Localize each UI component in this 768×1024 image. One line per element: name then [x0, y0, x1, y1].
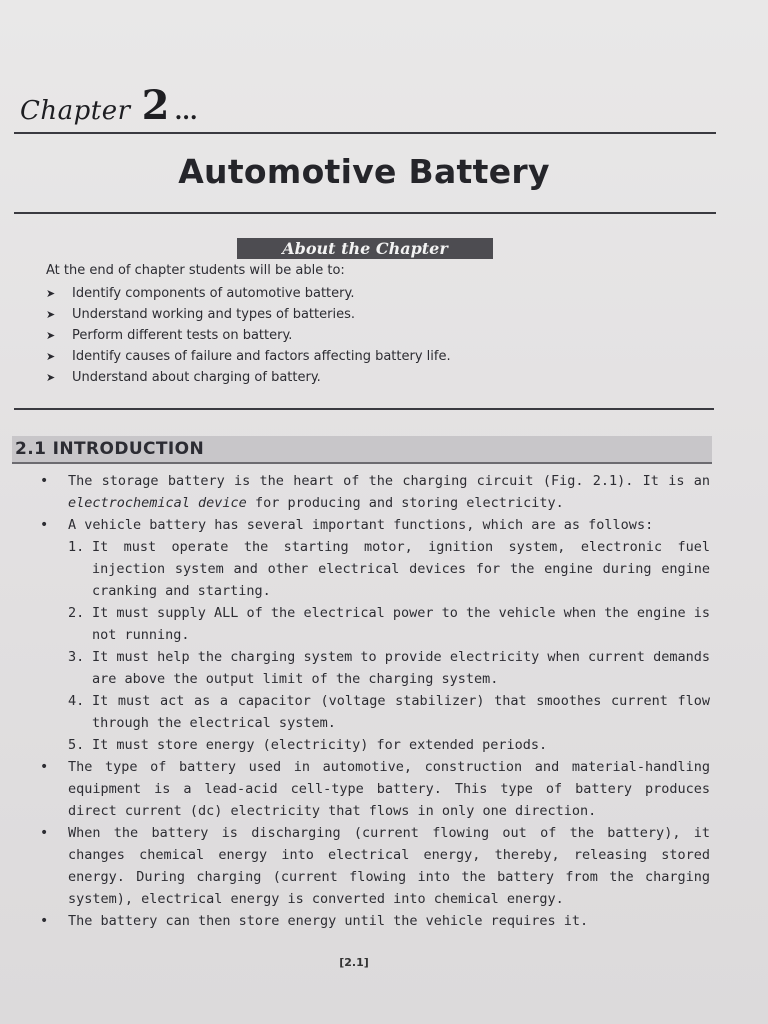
bullet-paragraph — [30, 756, 710, 822]
arrow-bullet-icon: ➤ — [46, 371, 56, 384]
bullet-dot-icon: • — [40, 517, 49, 533]
paragraph-text: for producing and storing electricity. — [246, 495, 564, 511]
function-item — [30, 602, 710, 646]
function-item — [30, 536, 710, 602]
objective-item — [46, 325, 706, 346]
objectives-list — [46, 283, 706, 388]
objective-text: Perform different tests on battery. — [72, 328, 293, 343]
function-item — [30, 690, 710, 734]
arrow-bullet-icon: ➤ — [46, 287, 56, 300]
bullet-paragraph — [30, 514, 710, 536]
objectives-intro: At the end of chapter students will be able to: — [46, 263, 345, 278]
title-divider — [14, 212, 716, 214]
objective-text: Identify components of automotive battery. — [72, 286, 355, 301]
section-heading: 2.1 INTRODUCTION — [15, 439, 205, 459]
paragraph-text: A vehicle battery has several important functions, which are as follows: — [68, 517, 654, 533]
objective-item — [46, 283, 706, 304]
bullet-paragraph — [30, 910, 710, 932]
arrow-bullet-icon: ➤ — [46, 350, 56, 363]
arrow-bullet-icon: ➤ — [46, 329, 56, 342]
section-heading-bar — [12, 436, 712, 464]
chapter-number: 2 — [141, 82, 170, 129]
objective-item — [46, 346, 706, 367]
item-number: 1. — [68, 539, 85, 555]
item-text: It must store energy (electricity) for extended periods. — [92, 737, 548, 753]
arrow-bullet-icon: ➤ — [46, 308, 56, 321]
objective-text: Identify causes of failure and factors affecting battery life. — [72, 349, 451, 364]
objective-item — [46, 304, 706, 325]
objective-text: Understand working and types of batteries. — [72, 307, 355, 322]
item-text: It must supply ALL of the electrical power to the vehicle when the engine is not running. — [92, 605, 710, 643]
bullet-paragraph — [30, 822, 710, 910]
item-text: It must operate the starting motor, ignition system, electronic fuel injection system and other electrical devices for the engine during engine cranking and starting. — [92, 539, 710, 599]
chapter-heading — [20, 82, 198, 129]
item-number: 3. — [68, 649, 85, 665]
paragraph-text: The battery can then store energy until the vehicle requires it. — [68, 913, 589, 929]
bullet-dot-icon: • — [40, 913, 49, 929]
objective-item — [46, 367, 706, 388]
bullet-dot-icon: • — [40, 473, 49, 489]
emphasis-term: electrochemical device — [68, 495, 247, 511]
item-number: 2. — [68, 605, 85, 621]
objectives-divider — [14, 408, 714, 410]
paragraph-text: The storage battery is the heart of the charging circuit (Fig. 2.1). It is an — [68, 473, 710, 489]
paragraph-text: The type of battery used in automotive, construction and material-handling equipment is a lead-acid cell-type battery. This type of battery produces direct current (dc) electricity that flows in only one direction. — [68, 759, 710, 819]
chapter-dots: ... — [174, 99, 198, 125]
item-text: It must act as a capacitor (voltage stabilizer) that smoothes current flow through the electrical system. — [92, 693, 710, 731]
item-number: 5. — [68, 737, 85, 753]
introduction-content — [30, 470, 710, 932]
bullet-dot-icon: • — [40, 759, 49, 775]
top-divider — [14, 132, 716, 134]
objective-text: Understand about charging of battery. — [72, 370, 321, 385]
page-number: [2.1] — [339, 956, 369, 969]
bullet-dot-icon: • — [40, 825, 49, 841]
item-number: 4. — [68, 693, 85, 709]
function-item — [30, 734, 710, 756]
about-chapter-heading: About the Chapter — [237, 238, 493, 259]
paragraph-text: When the battery is discharging (current flowing out of the battery), it changes chemical energy into electrical energy, thereby, releasing stored energy. During charging (current flowing into the battery from the charging system), electrical energy is converted into chemical energy. — [68, 825, 710, 907]
learning-objectives — [46, 261, 706, 388]
functions-list — [30, 536, 710, 756]
chapter-title: Automotive Battery — [178, 152, 550, 191]
item-text: It must help the charging system to provide electricity when current demands are above the output limit of the charging system. — [92, 649, 710, 687]
function-item — [30, 646, 710, 690]
bullet-paragraph — [30, 470, 710, 514]
chapter-word: Chapter — [20, 96, 131, 126]
